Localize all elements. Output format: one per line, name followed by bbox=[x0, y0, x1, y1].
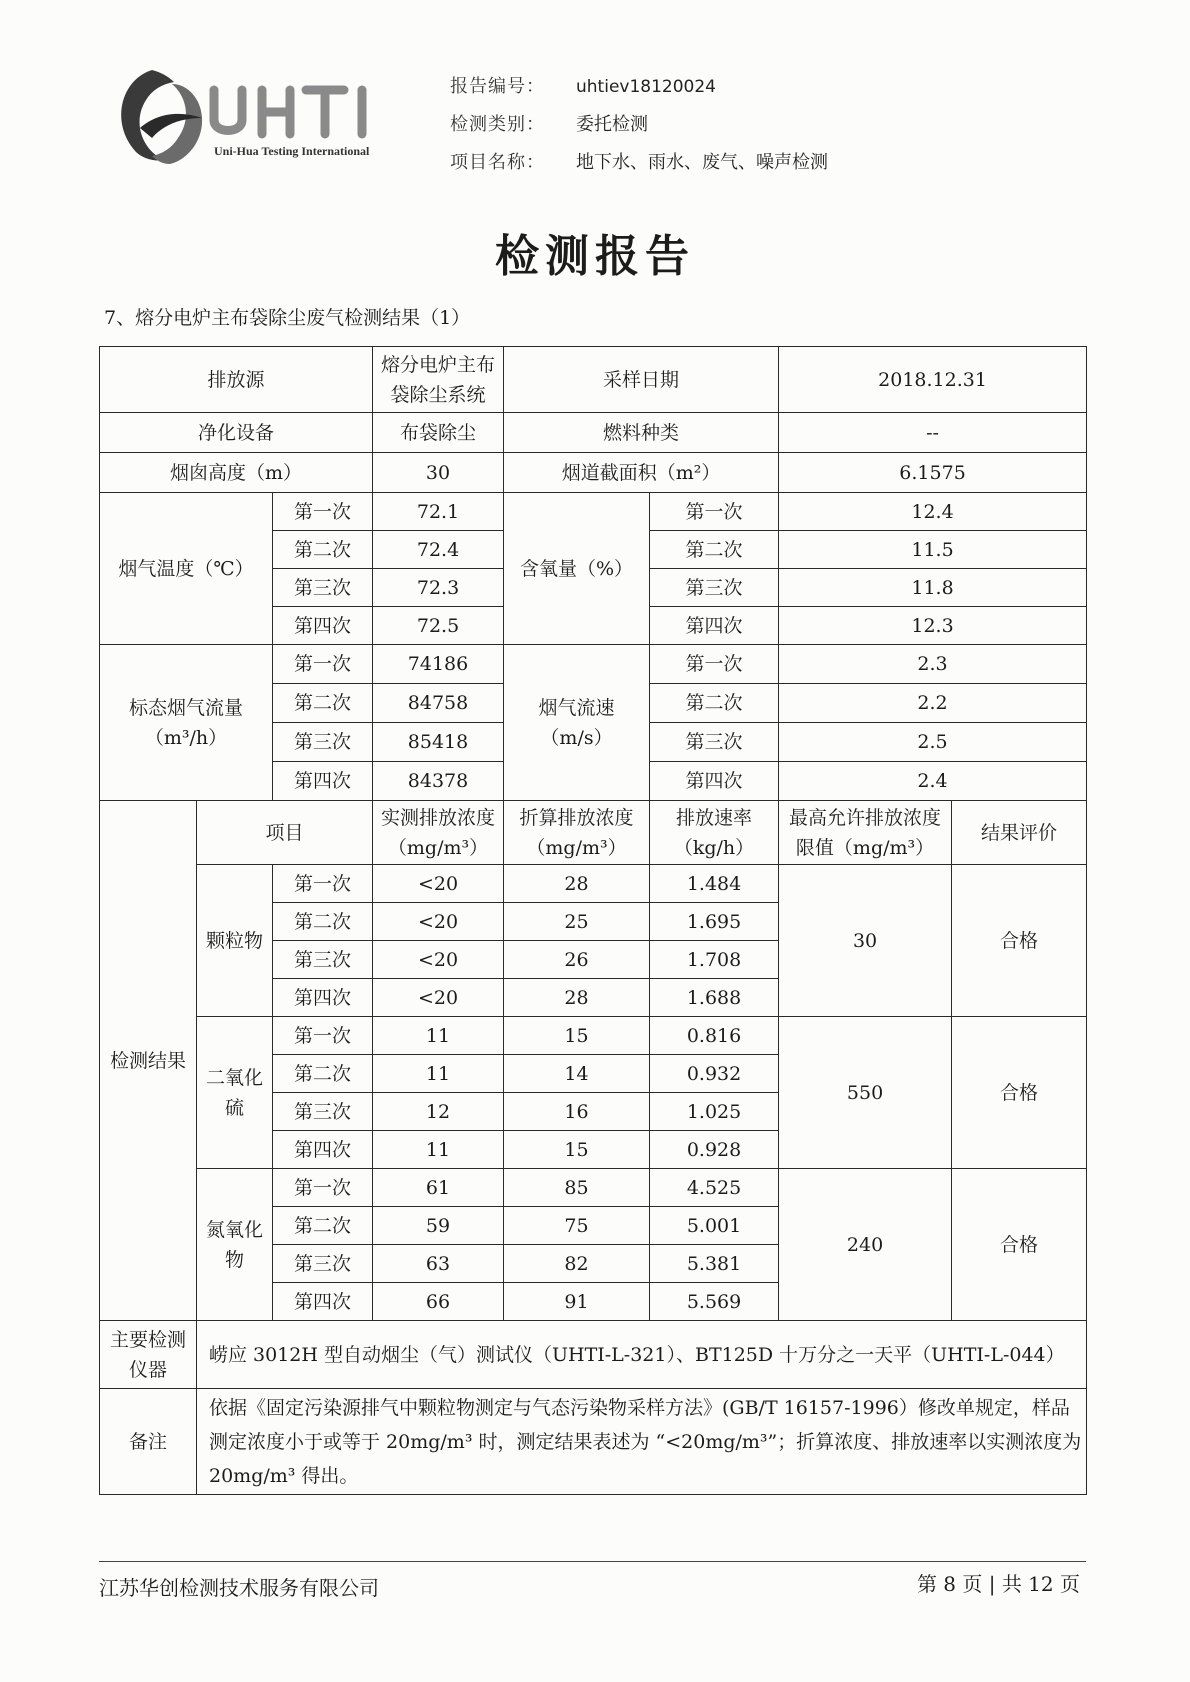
limit-value: 550 bbox=[779, 1017, 952, 1169]
table-row bbox=[100, 645, 1087, 684]
velocity-value: 2.3 bbox=[779, 645, 1087, 684]
rate-value: 4.525 bbox=[650, 1169, 779, 1207]
table-row bbox=[100, 801, 1087, 865]
equip-label: 净化设备 bbox=[100, 413, 373, 453]
measured-value: <20 bbox=[373, 979, 504, 1017]
table-row bbox=[100, 1169, 1087, 1207]
run-label: 第一次 bbox=[273, 1017, 373, 1055]
rate-value: 1.695 bbox=[650, 903, 779, 941]
evaluation-value: 合格 bbox=[952, 865, 1087, 1017]
run-label: 第三次 bbox=[650, 569, 779, 607]
evaluation-value: 合格 bbox=[952, 1169, 1087, 1321]
run-label: 第二次 bbox=[273, 1207, 373, 1245]
rate-value: 1.688 bbox=[650, 979, 779, 1017]
footer-page-number: 第 8 页 | 共 12 页 bbox=[916, 1572, 1080, 1596]
velocity-label bbox=[504, 645, 650, 801]
converted-value: 25 bbox=[504, 903, 650, 941]
date-value: 2018.12.31 bbox=[779, 347, 1087, 413]
fuel-label: 燃料种类 bbox=[504, 413, 779, 453]
converted-value: 16 bbox=[504, 1093, 650, 1131]
table-row bbox=[100, 865, 1087, 903]
instruments-value: 崂应 3012H 型自动烟尘（气）测试仪（UHTI-L-321）、BT125D 十万分之一天平（UHTI-L-044） bbox=[197, 1321, 1087, 1389]
item-header: 项目 bbox=[197, 801, 373, 865]
height-value: 30 bbox=[373, 453, 504, 493]
converted-value: 85 bbox=[504, 1169, 650, 1207]
oxygen-value: 12.4 bbox=[779, 493, 1087, 531]
run-label: 第二次 bbox=[273, 684, 373, 723]
temp-value: 72.1 bbox=[373, 493, 504, 531]
run-label: 第三次 bbox=[273, 723, 373, 762]
velocity-value: 2.5 bbox=[779, 723, 1087, 762]
converted-value: 14 bbox=[504, 1055, 650, 1093]
oxygen-value: 11.5 bbox=[779, 531, 1087, 569]
velocity-label-line: （m/s） bbox=[540, 726, 613, 749]
oxygen-label: 含氧量（%） bbox=[504, 493, 650, 645]
run-label: 第二次 bbox=[273, 1055, 373, 1093]
measured-value: 63 bbox=[373, 1245, 504, 1283]
run-label: 第三次 bbox=[273, 1245, 373, 1283]
temp-value: 72.5 bbox=[373, 607, 504, 645]
flow-label-line: （m³/h） bbox=[144, 726, 228, 749]
meta-key: 项目名称： bbox=[450, 152, 545, 173]
measured-value: 66 bbox=[373, 1283, 504, 1321]
footer-divider bbox=[99, 1561, 1086, 1562]
pollutant-name: 氮氧化物 bbox=[197, 1169, 273, 1321]
flow-value: 84378 bbox=[373, 762, 504, 801]
table-row bbox=[100, 1017, 1087, 1055]
converted-value: 75 bbox=[504, 1207, 650, 1245]
converted-value: 82 bbox=[504, 1245, 650, 1283]
emission-results-table bbox=[99, 346, 1087, 1495]
meta-row-report-no bbox=[450, 68, 828, 106]
run-label: 第二次 bbox=[273, 531, 373, 569]
rate-header: 排放速率（kg/h） bbox=[650, 801, 779, 865]
remark-label: 备注 bbox=[100, 1389, 197, 1495]
run-label: 第四次 bbox=[273, 1283, 373, 1321]
area-value: 6.1575 bbox=[779, 453, 1087, 493]
table-row bbox=[100, 453, 1087, 493]
measured-value: 11 bbox=[373, 1055, 504, 1093]
run-label: 第一次 bbox=[273, 865, 373, 903]
pollutant-name: 二氧化硫 bbox=[197, 1017, 273, 1169]
meta-value: uhtiev18120024 bbox=[576, 77, 716, 97]
instruments-label: 主要检测仪器 bbox=[100, 1321, 197, 1389]
rate-value: 0.816 bbox=[650, 1017, 779, 1055]
rate-value: 1.025 bbox=[650, 1093, 779, 1131]
run-label: 第四次 bbox=[650, 607, 779, 645]
limit-value: 30 bbox=[779, 865, 952, 1017]
remark-value: 依据《固定污染源排气中颗粒物测定与气态污染物采样方法》(GB/T 16157-1996）修改单规定，样品测定浓度小于或等于 20mg/m³ 时，测定结果表述为 “<20mg/m³”；折算浓度、排放速率以实测浓度为 20mg/m³ 得出。 bbox=[197, 1389, 1087, 1495]
measured-value: 59 bbox=[373, 1207, 504, 1245]
converted-value: 28 bbox=[504, 865, 650, 903]
meta-value: 地下水、雨水、废气、噪声检测 bbox=[576, 152, 828, 173]
run-label: 第一次 bbox=[273, 493, 373, 531]
area-label: 烟道截面积（m²） bbox=[504, 453, 779, 493]
rate-value: 1.708 bbox=[650, 941, 779, 979]
measured-value: 11 bbox=[373, 1017, 504, 1055]
source-value: 熔分电炉主布袋除尘系统 bbox=[373, 347, 504, 413]
page-title: 检测报告 bbox=[495, 231, 695, 282]
run-label: 第四次 bbox=[273, 762, 373, 801]
flow-value: 74186 bbox=[373, 645, 504, 684]
run-label: 第二次 bbox=[650, 531, 779, 569]
evaluation-header: 结果评价 bbox=[952, 801, 1087, 865]
table-row bbox=[100, 413, 1087, 453]
run-label: 第四次 bbox=[650, 762, 779, 801]
flow-label bbox=[100, 645, 273, 801]
measured-header: 实测排放浓度（mg/m³） bbox=[373, 801, 504, 865]
meta-value: 委托检测 bbox=[576, 114, 648, 135]
converted-value: 15 bbox=[504, 1131, 650, 1169]
run-label: 第二次 bbox=[273, 903, 373, 941]
velocity-label-line: 烟气流速 bbox=[538, 696, 615, 719]
rate-value: 5.381 bbox=[650, 1245, 779, 1283]
equip-value: 布袋除尘 bbox=[373, 413, 504, 453]
measured-value: 61 bbox=[373, 1169, 504, 1207]
limit-header: 最高允许排放浓度限值（mg/m³） bbox=[779, 801, 952, 865]
run-label: 第一次 bbox=[273, 645, 373, 684]
table-row bbox=[100, 1389, 1087, 1495]
rate-value: 5.569 bbox=[650, 1283, 779, 1321]
oxygen-value: 12.3 bbox=[779, 607, 1087, 645]
run-label: 第四次 bbox=[273, 979, 373, 1017]
table-row bbox=[100, 1321, 1087, 1389]
measured-value: <20 bbox=[373, 903, 504, 941]
run-label: 第一次 bbox=[650, 493, 779, 531]
run-label: 第一次 bbox=[650, 645, 779, 684]
rate-value: 5.001 bbox=[650, 1207, 779, 1245]
evaluation-value: 合格 bbox=[952, 1017, 1087, 1169]
velocity-value: 2.4 bbox=[779, 762, 1087, 801]
rate-value: 1.484 bbox=[650, 865, 779, 903]
measured-value: <20 bbox=[373, 865, 504, 903]
run-label: 第四次 bbox=[273, 1131, 373, 1169]
rate-value: 0.932 bbox=[650, 1055, 779, 1093]
results-group-label: 检测结果 bbox=[100, 801, 197, 1321]
oxygen-value: 11.8 bbox=[779, 569, 1087, 607]
run-label: 第四次 bbox=[273, 607, 373, 645]
run-label: 第一次 bbox=[273, 1169, 373, 1207]
measured-value: 12 bbox=[373, 1093, 504, 1131]
converted-value: 26 bbox=[504, 941, 650, 979]
temp-label: 烟气温度（℃） bbox=[100, 493, 273, 645]
table-row bbox=[100, 347, 1087, 413]
pollutant-name: 颗粒物 bbox=[197, 865, 273, 1017]
meta-row-category bbox=[450, 106, 828, 144]
limit-value: 240 bbox=[779, 1169, 952, 1321]
measured-value: <20 bbox=[373, 941, 504, 979]
run-label: 第三次 bbox=[273, 569, 373, 607]
footer-company: 江苏华创检测技术服务有限公司 bbox=[99, 1576, 379, 1600]
meta-key: 检测类别： bbox=[450, 114, 545, 135]
converted-value: 28 bbox=[504, 979, 650, 1017]
temp-value: 72.3 bbox=[373, 569, 504, 607]
fuel-value: -- bbox=[779, 413, 1087, 453]
measured-value: 11 bbox=[373, 1131, 504, 1169]
section-title: 7、熔分电炉主布袋除尘废气检测结果（1） bbox=[104, 307, 471, 329]
run-label: 第二次 bbox=[650, 684, 779, 723]
report-meta bbox=[450, 68, 828, 182]
date-label: 采样日期 bbox=[504, 347, 779, 413]
meta-key: 报告编号： bbox=[450, 76, 545, 97]
table-row bbox=[100, 493, 1087, 531]
rate-value: 0.928 bbox=[650, 1131, 779, 1169]
velocity-value: 2.2 bbox=[779, 684, 1087, 723]
converted-value: 91 bbox=[504, 1283, 650, 1321]
flow-label-line: 标态烟气流量 bbox=[128, 696, 243, 719]
meta-row-project bbox=[450, 144, 828, 182]
logo-tagline: Uni-Hua Testing International bbox=[214, 144, 370, 158]
source-label: 排放源 bbox=[100, 347, 373, 413]
flow-value: 84758 bbox=[373, 684, 504, 723]
run-label: 第三次 bbox=[650, 723, 779, 762]
run-label: 第三次 bbox=[273, 941, 373, 979]
temp-value: 72.4 bbox=[373, 531, 504, 569]
flow-value: 85418 bbox=[373, 723, 504, 762]
height-label: 烟囱高度（m） bbox=[100, 453, 373, 493]
converted-value: 15 bbox=[504, 1017, 650, 1055]
converted-header: 折算排放浓度（mg/m³） bbox=[504, 801, 650, 865]
run-label: 第三次 bbox=[273, 1093, 373, 1131]
